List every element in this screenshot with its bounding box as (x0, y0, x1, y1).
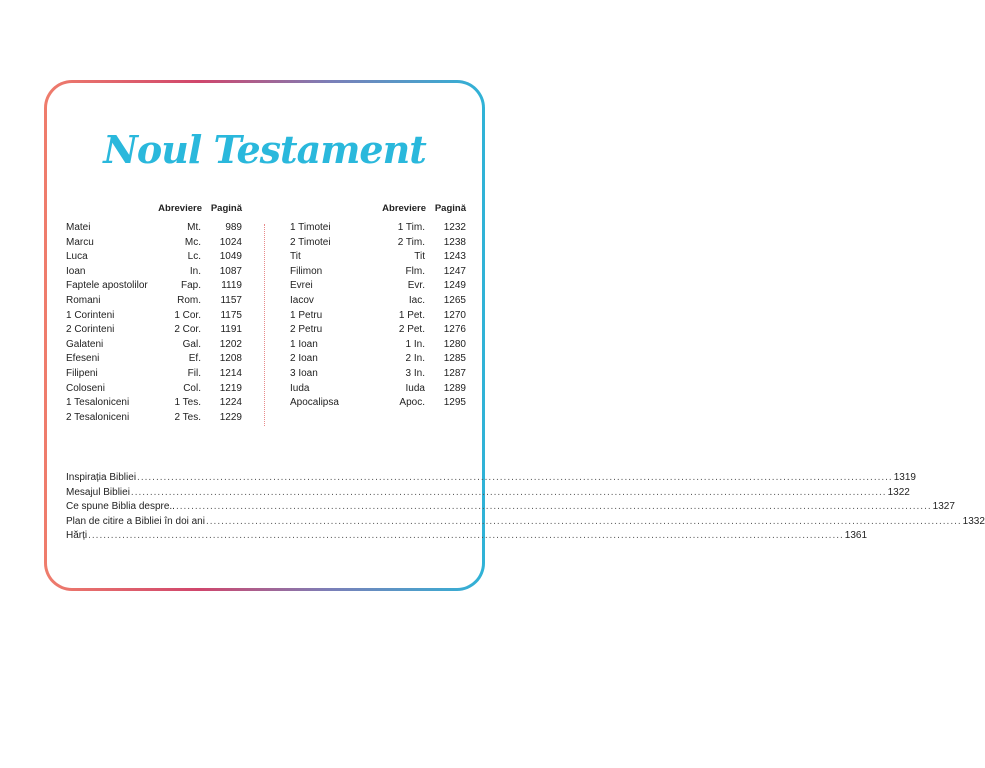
extras-row (66, 471, 916, 486)
dot-leader: ........................................................................................................................................................................................................ (175, 501, 932, 512)
book-name: 1 Petru (290, 309, 323, 321)
book-name: 1 Ioan (290, 338, 318, 350)
page-frame (44, 80, 985, 591)
book-page-number: 1270 (443, 309, 466, 321)
book-name: 2 Ioan (290, 353, 318, 365)
book-name: Apocalipsa (290, 397, 339, 409)
book-abbreviation: 1 In. (405, 338, 425, 350)
book-abbreviation: Iac. (408, 294, 425, 306)
extras-page-number: 1327 (932, 501, 955, 512)
book-name: Marcu (66, 236, 94, 248)
book-name: Faptele apostolilor (66, 280, 148, 292)
book-name: Iuda (290, 382, 310, 394)
book-name: Filimon (290, 265, 323, 277)
book-name: 2 Tesaloniceni (66, 411, 130, 423)
left-book-column (66, 203, 242, 425)
extras-row (66, 486, 910, 501)
book-page-number: 1214 (219, 367, 242, 379)
book-page-number: 1247 (443, 265, 466, 277)
book-page-number: 1243 (443, 251, 466, 263)
book-page-number: 1219 (219, 382, 242, 394)
book-row (66, 382, 242, 397)
book-row (66, 396, 242, 411)
book-page-number: 989 (225, 222, 242, 233)
book-row (290, 309, 466, 324)
book-abbreviation: 3 In. (405, 367, 425, 379)
book-name: Filipeni (66, 367, 98, 379)
extras-row (66, 529, 868, 544)
extras-list (66, 471, 985, 544)
book-abbreviation: Col. (183, 382, 201, 394)
book-page-number: 1087 (219, 265, 242, 277)
right-column-header (290, 203, 466, 219)
book-name: 3 Ioan (290, 367, 318, 379)
book-page-number: 1191 (220, 324, 242, 336)
dot-leader: ........................................................................................................................................................................................................ (137, 472, 893, 483)
book-page-number: 1276 (443, 324, 466, 336)
extras-page-number: 1332 (962, 515, 985, 527)
book-name: Matei (66, 222, 91, 233)
book-abbreviation: 2 Cor. (174, 324, 201, 336)
book-abbreviation: Mc. (184, 236, 201, 248)
abbr-header: Abreviere (382, 203, 426, 214)
book-row (290, 352, 466, 367)
book-abbreviation: Ef. (188, 353, 201, 365)
book-page-number: 1249 (443, 280, 466, 292)
extras-title: Inspirația Bibliei (66, 472, 137, 483)
book-name: Luca (66, 251, 88, 263)
book-abbreviation: 1 Tim. (397, 222, 425, 233)
book-page-number: 1119 (221, 280, 242, 292)
extras-title: Ce spune Biblia despre.. (66, 501, 175, 512)
left-book-list (66, 221, 242, 425)
book-row (290, 236, 466, 251)
book-page-number: 1280 (443, 338, 466, 350)
book-abbreviation: Gal. (182, 338, 201, 350)
extras-title: Mesajul Bibliei (66, 486, 130, 498)
book-page-number: 1157 (220, 294, 242, 306)
book-abbreviation: Tit (414, 251, 425, 263)
book-row (290, 323, 466, 338)
extras-row (66, 515, 985, 530)
book-page-number: 1049 (219, 251, 242, 263)
book-row (290, 396, 466, 411)
book-row (66, 309, 242, 324)
book-abbreviation: Fap. (180, 280, 201, 292)
book-name: Iacov (290, 294, 314, 306)
book-abbreviation: 2 In. (405, 353, 425, 365)
book-row (290, 294, 466, 309)
book-page-number: 1024 (219, 236, 242, 248)
book-abbreviation: 1 Cor. (174, 309, 201, 321)
book-row (66, 323, 242, 338)
book-row (66, 265, 242, 280)
page-header: Pagină (434, 203, 466, 214)
book-row (290, 367, 466, 382)
book-row (290, 279, 466, 294)
book-page-number: 1232 (443, 222, 466, 233)
book-abbreviation: Evr. (407, 280, 425, 292)
page-header: Pagină (210, 203, 242, 214)
book-page-number: 1289 (443, 382, 466, 394)
book-name: 2 Petru (290, 324, 323, 336)
book-page-number: 1208 (219, 353, 242, 365)
book-page-number: 1295 (443, 397, 466, 409)
dot-leader: ........................................................................................................................................................................................................ (88, 530, 844, 541)
book-row (66, 279, 242, 294)
book-abbreviation: 2 Pet. (398, 324, 425, 336)
book-abbreviation: Fil. (187, 367, 201, 379)
extras-page-number: 1319 (893, 472, 916, 483)
book-name: 1 Tesaloniceni (66, 397, 130, 409)
column-divider (264, 224, 265, 426)
book-abbreviation: 2 Tes. (174, 411, 201, 423)
book-row (66, 338, 242, 353)
book-name: Efeseni (66, 353, 100, 365)
book-name: Ioan (66, 265, 86, 277)
extras-page-number: 1322 (887, 486, 910, 498)
extras-title: Hărți (66, 530, 88, 541)
dot-leader: ........................................................................................................................................................................................................ (205, 515, 962, 527)
left-column-header (66, 203, 242, 219)
book-name: Romani (66, 294, 101, 306)
book-abbreviation: Iuda (405, 382, 425, 394)
book-name: 2 Corinteni (66, 324, 115, 336)
book-name: Galateni (66, 338, 104, 350)
book-abbreviation: Flm. (405, 265, 425, 277)
book-page-number: 1175 (220, 309, 242, 321)
right-book-list (290, 221, 466, 411)
dot-leader: ........................................................................................................................................................................................................ (130, 486, 887, 498)
abbr-header: Abreviere (158, 203, 202, 214)
book-page-number: 1229 (219, 411, 242, 423)
right-book-column (290, 203, 466, 411)
book-row (66, 367, 242, 382)
book-row (66, 250, 242, 265)
book-abbreviation: 1 Pet. (398, 309, 425, 321)
book-abbreviation: Apoc. (399, 397, 425, 409)
page-title: Noul Testament (103, 127, 426, 172)
extras-row (66, 500, 955, 515)
book-abbreviation: Lc. (187, 251, 201, 263)
book-name: 2 Timotei (290, 236, 331, 248)
book-name: Evrei (290, 280, 313, 292)
book-row (66, 294, 242, 309)
book-page-number: 1265 (443, 294, 466, 306)
extras-page-number: 1361 (844, 530, 868, 541)
book-row (290, 338, 466, 353)
book-abbreviation: In. (189, 265, 201, 277)
book-page-number: 1224 (219, 397, 242, 409)
book-row (290, 250, 466, 265)
book-row (66, 221, 242, 236)
book-name: 1 Timotei (290, 222, 331, 233)
book-abbreviation: Rom. (177, 294, 201, 306)
extras-title: Plan de citire a Bibliei în doi ani (66, 515, 205, 527)
book-abbreviation: Mt. (187, 222, 201, 233)
book-row (66, 352, 242, 367)
book-page-number: 1202 (219, 338, 242, 350)
book-page-number: 1287 (443, 367, 466, 379)
book-name: 1 Corinteni (66, 309, 115, 321)
book-row (290, 265, 466, 280)
book-name: Tit (290, 251, 301, 263)
book-row (290, 382, 466, 397)
book-row (290, 221, 466, 236)
book-abbreviation: 2 Tim. (397, 236, 425, 248)
book-row (66, 411, 242, 426)
book-abbreviation: 1 Tes. (174, 397, 201, 409)
book-page-number: 1238 (443, 236, 466, 248)
book-name: Coloseni (66, 382, 105, 394)
book-page-number: 1285 (443, 353, 466, 365)
page-content (47, 83, 985, 588)
book-row (66, 236, 242, 251)
